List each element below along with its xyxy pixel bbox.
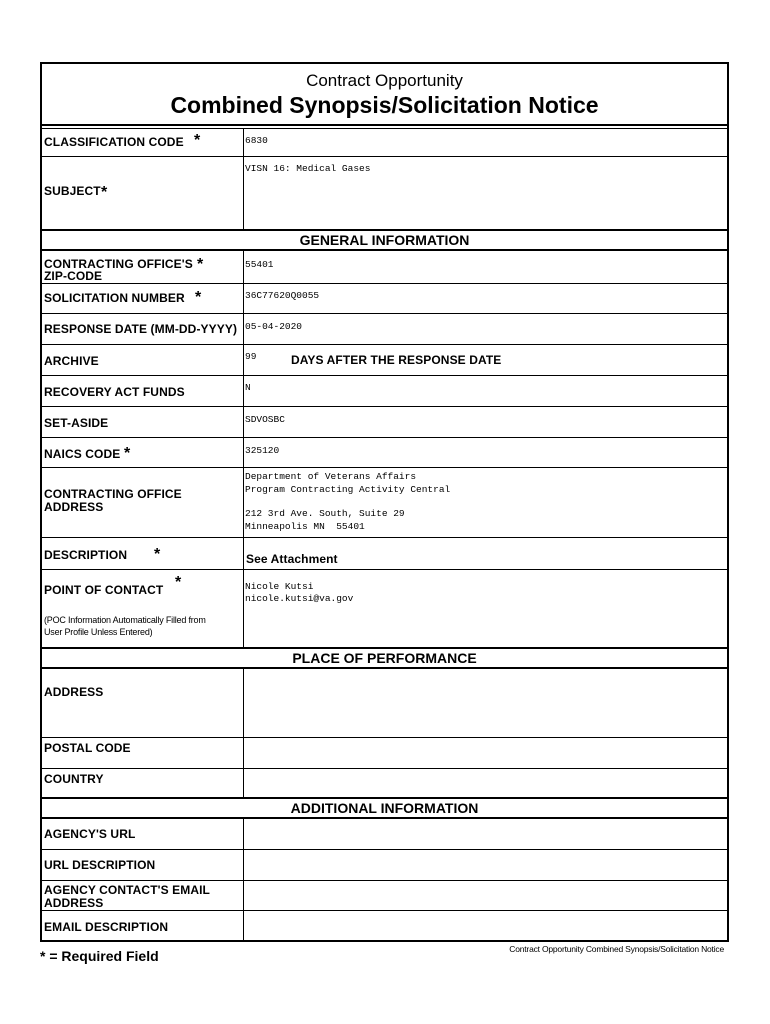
office-address-value-line1: Department of Veterans Affairs	[245, 471, 417, 482]
postal-code-label: POSTAL CODE	[44, 741, 131, 755]
section-place-of-performance: PLACE OF PERFORMANCE	[292, 650, 477, 666]
office-address-value-line4: Minneapolis MN 55401	[245, 521, 365, 532]
divider	[42, 797, 727, 799]
response-date-value: 05-04-2020	[245, 321, 303, 332]
set-aside-label: SET-ASIDE	[44, 416, 109, 430]
divider	[42, 128, 727, 129]
subject-label: SUBJECT	[44, 184, 101, 198]
email-description-label: EMAIL DESCRIPTION	[44, 920, 169, 934]
divider	[42, 768, 727, 769]
form-title: Contract Opportunity	[306, 71, 463, 90]
required-mark: *	[195, 289, 202, 306]
required-mark: *	[124, 445, 131, 462]
divider	[42, 880, 727, 881]
divider	[42, 817, 727, 819]
archive-suffix: DAYS AFTER THE RESPONSE DATE	[291, 353, 502, 367]
point-of-contact-label: POINT OF CONTACT	[44, 583, 164, 597]
agency-email-label-line2: ADDRESS	[44, 896, 104, 910]
column-divider	[243, 251, 244, 647]
divider	[42, 467, 727, 468]
required-mark: *	[101, 184, 108, 201]
divider	[42, 406, 727, 407]
set-aside-value: SDVOSBC	[245, 414, 285, 425]
divider	[42, 569, 727, 570]
divider	[42, 437, 727, 438]
agency-email-label-line1: AGENCY CONTACT'S EMAIL	[44, 883, 210, 897]
section-general-information: GENERAL INFORMATION	[299, 232, 470, 248]
office-address-label-line2: ADDRESS	[44, 500, 104, 514]
classification-code-label: CLASSIFICATION CODE	[44, 135, 184, 149]
office-address-value-line3: 212 3rd Ave. South, Suite 29	[245, 508, 405, 519]
divider	[42, 313, 727, 314]
column-divider	[243, 819, 244, 940]
footer-doc-title: Contract Opportunity Combined Synopsis/Solicitation Notice	[509, 944, 724, 954]
form-subtitle: Combined Synopsis/Solicitation Notice	[170, 92, 599, 118]
subject-value: VISN 16: Medical Gases	[245, 163, 371, 174]
recovery-act-funds-value: N	[245, 382, 251, 393]
section-additional-information: ADDITIONAL INFORMATION	[290, 800, 479, 816]
description-value: See Attachment	[246, 552, 338, 566]
url-description-label: URL DESCRIPTION	[44, 858, 156, 872]
required-mark: *	[197, 256, 204, 273]
zip-code-value: 55401	[245, 259, 274, 270]
solicitation-number-value: 36C77620Q0055	[245, 290, 320, 301]
description-label: DESCRIPTION	[44, 548, 128, 562]
classification-code-value: 6830	[245, 135, 268, 146]
poc-note-line1: (POC Information Automatically Filled from	[44, 615, 206, 625]
office-address-value-line2: Program Contracting Activity Central	[245, 484, 451, 495]
naics-code-label: NAICS CODE	[44, 447, 121, 461]
notice-form	[40, 62, 729, 942]
poc-name-value: Nicole Kutsi	[245, 581, 314, 592]
naics-code-value: 325120	[245, 445, 280, 456]
response-date-label: RESPONSE DATE (MM-DD-YYYY)	[44, 322, 238, 336]
recovery-act-funds-label: RECOVERY ACT FUNDS	[44, 385, 185, 399]
column-divider	[243, 128, 244, 229]
archive-label: ARCHIVE	[44, 354, 99, 368]
poc-note-line2: User Profile Unless Entered)	[44, 627, 153, 637]
divider	[42, 910, 727, 911]
required-mark: *	[154, 546, 161, 563]
divider	[42, 537, 727, 538]
country-label: COUNTRY	[44, 772, 104, 786]
divider	[42, 249, 727, 251]
divider	[42, 229, 727, 231]
required-field-note: * = Required Field	[40, 948, 159, 964]
agency-url-label: AGENCY'S URL	[44, 827, 136, 841]
office-address-label-line1: CONTRACTING OFFICE	[44, 487, 182, 501]
divider	[42, 124, 727, 126]
divider	[42, 849, 727, 850]
divider	[42, 667, 727, 669]
zip-code-label-line2: ZIP-CODE	[44, 269, 103, 283]
divider	[42, 344, 727, 345]
address-label: ADDRESS	[44, 685, 104, 699]
divider	[42, 737, 727, 738]
zip-code-label-line1: CONTRACTING OFFICE'S	[44, 257, 193, 271]
column-divider	[243, 669, 244, 797]
divider	[42, 375, 727, 376]
solicitation-number-label: SOLICITATION NUMBER	[44, 291, 185, 305]
archive-value: 99	[245, 351, 257, 362]
required-mark: *	[194, 132, 201, 149]
required-mark: *	[175, 574, 182, 591]
divider	[42, 283, 727, 284]
poc-email-value: nicole.kutsi@va.gov	[245, 593, 354, 604]
divider	[42, 156, 727, 157]
divider	[42, 647, 727, 649]
